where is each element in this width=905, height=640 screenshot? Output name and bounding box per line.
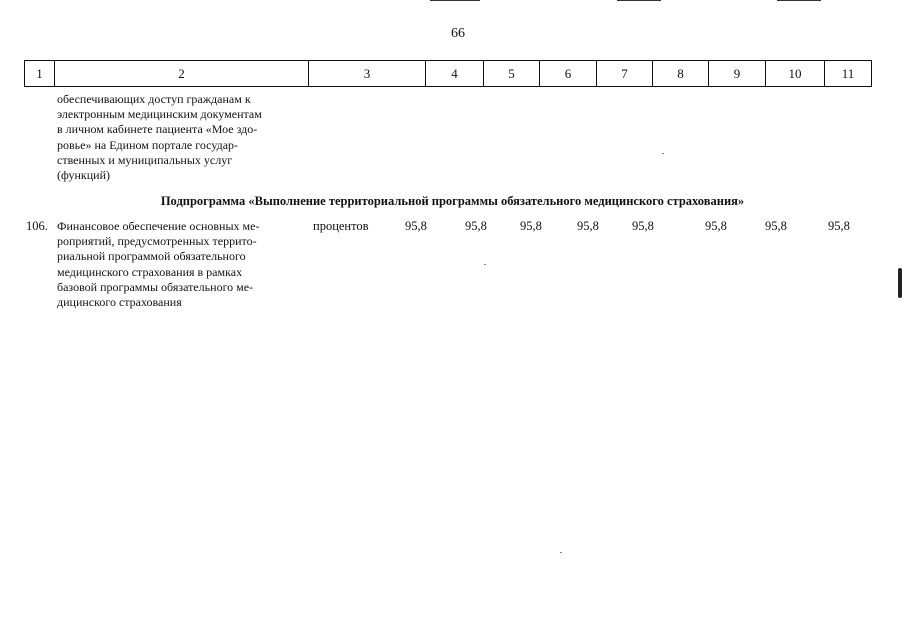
column-number: 1 — [25, 61, 55, 87]
column-number: 6 — [540, 61, 597, 87]
page-number: 66 — [451, 26, 465, 41]
column-number: 10 — [766, 61, 825, 87]
value-cell: 95,8 — [520, 219, 542, 233]
text-line: обеспечивающих доступ гражданам к — [57, 92, 251, 106]
value-cell: 95,8 — [828, 219, 850, 233]
scan-rule — [777, 0, 821, 1]
text-line: в личном кабинете пациента «Мое здо- — [57, 122, 258, 137]
column-number: 8 — [653, 61, 709, 87]
value-cell: 95,8 — [765, 219, 787, 233]
text-line: ровье» на Едином портале государ- — [57, 137, 239, 152]
text-line: риальной программой обязательного — [57, 249, 246, 264]
scan-speck — [484, 264, 486, 265]
text-line: базовой программы обязательного ме- — [57, 279, 254, 294]
text-line: (функций) — [57, 168, 110, 183]
value-cell: 95,8 — [577, 219, 599, 233]
column-header-table — [24, 60, 872, 87]
scan-speck — [662, 153, 664, 154]
column-number: 11 — [825, 61, 872, 87]
column-number: 2 — [55, 61, 309, 87]
column-number: 7 — [597, 61, 653, 87]
text-line: Финансовое обеспечение основных ме- — [57, 219, 260, 233]
text-line: медицинского страхования в рамках — [57, 264, 243, 279]
column-number: 3 — [309, 61, 426, 87]
scan-rule — [617, 0, 661, 1]
text-line: электронным медицинским документам — [57, 107, 262, 122]
scan-rule — [430, 0, 480, 1]
column-number: 9 — [709, 61, 766, 87]
text-line: ственных и муниципальных услуг — [57, 152, 233, 167]
text-line: дицинского страхования — [57, 295, 182, 310]
column-header-row — [25, 61, 872, 87]
value-cell: 95,8 — [405, 219, 427, 233]
column-number: 5 — [484, 61, 540, 87]
unit-of-measure: процентов — [313, 219, 369, 233]
scan-edge-mark — [898, 268, 902, 298]
row-number: 106. — [26, 219, 48, 233]
scan-speck — [560, 552, 562, 553]
value-cell: 95,8 — [705, 219, 727, 233]
column-number: 4 — [426, 61, 484, 87]
value-cell: 95,8 — [465, 219, 487, 233]
value-cell: 95,8 — [632, 219, 654, 233]
continued-indicator-text — [57, 92, 282, 183]
text-line: роприятий, предусмотренных террито- — [57, 234, 257, 249]
subprogram-title: Подпрограмма «Выполнение территориальной программы обязательного медицинского страхования» — [160, 194, 745, 208]
row-description — [57, 219, 282, 310]
